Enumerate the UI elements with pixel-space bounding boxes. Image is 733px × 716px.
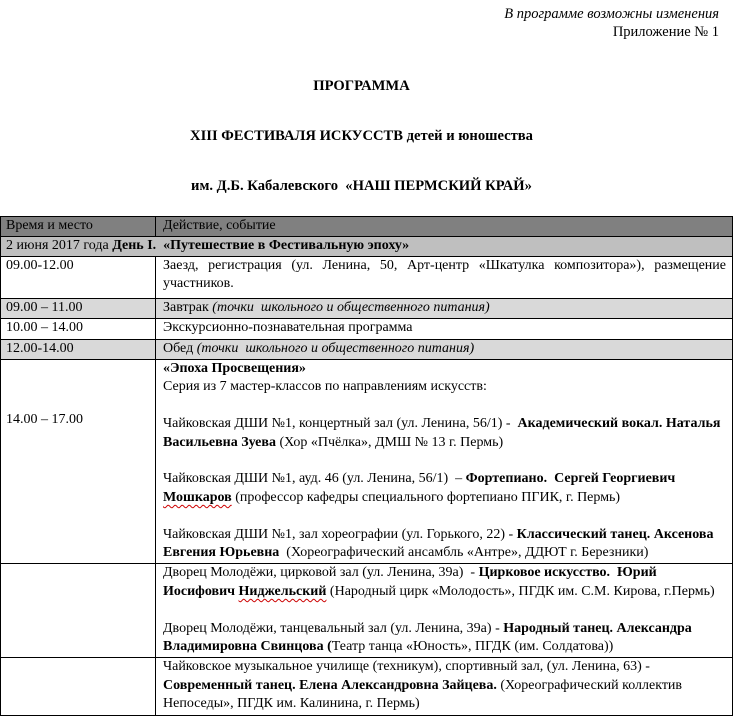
misspelled-word: Ниджельский [238, 583, 327, 599]
table-row [1, 564, 733, 658]
doc-title-line2: XIII ФЕСТИВАЛЯ ИСКУССТВ детей и юношества [190, 127, 533, 144]
misspelled-word: Мошкаров [163, 489, 232, 505]
day-cell [1, 237, 733, 256]
blank-line [163, 452, 726, 470]
event-paragraph [163, 340, 726, 358]
text-segment: Серия из 7 мастер-классов по направлениям искусств: [163, 379, 487, 395]
event-cell [156, 564, 733, 658]
appendix-note: Приложение № 1 [612, 23, 719, 40]
event-paragraph [163, 299, 726, 317]
table-row [1, 339, 733, 359]
table-row [1, 658, 733, 715]
text-segment: Театр танца «Юность», ПГДК (им. Солдатова)) [331, 639, 614, 655]
event-cell [156, 319, 733, 339]
col-header-event: Действие, событие [156, 216, 733, 236]
text-segment: Народный танец. Александра Владимировна Свинцова ( [163, 620, 696, 655]
event-paragraph [163, 620, 726, 657]
text-segment: Чайковское музыкальное училище (техникум), спортивный зал, (ул. Ленина, 63) - [163, 659, 654, 675]
day-title: День I. «Путешествие в Фестивальную эпоху» [112, 238, 410, 254]
text-segment: Заезд, регистрация (ул. Ленина, 50, Арт-центр «Шкатулка композитора»), размещение участников. [163, 257, 730, 292]
header-row [1, 216, 733, 236]
doc-title-line3: им. Д.Б. Кабалевского «НАШ ПЕРМСКИЙ КРАЙ» [191, 178, 532, 195]
blank-line [163, 397, 726, 415]
text-segment: Фортепиано. Сергей Георгиевич [465, 471, 679, 487]
time-cell: 09.00 – 11.00 [1, 298, 156, 318]
text-segment: (точки школьного и общественного питания) [212, 299, 490, 315]
text-segment: Экскурсионно-познавательная программа [163, 320, 413, 336]
text-segment: «Эпоха Просвещения» [163, 361, 306, 376]
text-segment: (Хореографический ансамбль «Антре», ДДЮТ г. Березники) [279, 545, 649, 561]
text-segment: Чайковская ДШИ №1, концертный зал (ул. Ленина, 56/1) - [163, 416, 518, 432]
time-cell: 10.00 – 14.00 [1, 319, 156, 339]
day-row [1, 237, 733, 256]
event-paragraph [163, 257, 730, 297]
table-row [1, 256, 733, 298]
text-segment: Чайковская ДШИ №1, ауд. 46 (ул. Ленина, 56/1) – [163, 471, 466, 487]
blank-line [163, 507, 726, 525]
text-segment: Дворец Молодёжи, танцевальный зал (ул. Ленина, 39а) - [163, 620, 504, 636]
text-segment: Дворец Молодёжи, цирковой зал (ул. Ленина, 39а) - [163, 565, 479, 581]
time-cell [1, 564, 156, 658]
schedule-table [0, 216, 733, 716]
event-cell [156, 298, 733, 318]
top-notes [0, 0, 733, 41]
text-segment: Академический вокал. Наталья Васильевна Зуева [163, 416, 724, 450]
blank-line [163, 601, 726, 619]
schedule-body [1, 237, 733, 715]
event-paragraph [163, 319, 726, 337]
time-cell [1, 658, 156, 715]
day-date: 2 июня 2017 года [6, 238, 113, 254]
event-paragraph [163, 470, 726, 507]
table-row [1, 319, 733, 339]
event-paragraph [163, 564, 726, 601]
table-row [1, 298, 733, 318]
time-cell: 09.00-12.00 [1, 256, 156, 298]
changes-note: В программе возможны изменения [504, 6, 719, 22]
title-block [0, 41, 733, 216]
text-segment: (профессор кафедры специального фортепиано ПГИК, г. Пермь) [231, 489, 621, 505]
event-paragraph [163, 378, 726, 396]
text-segment: (Народный цирк «Молодость», ПГДК им. С.М. Кирова, г.Пермь) [326, 583, 715, 599]
text-segment: (Хореографический коллектив Непоседы», ПГДК им. Калинина, г. Пермь) [163, 677, 686, 712]
event-paragraph [163, 415, 726, 452]
doc-title-line1: ПРОГРАММА [313, 77, 410, 94]
time-cell: 12.00-14.00 [1, 339, 156, 359]
text-segment: (точки школьного и общественного питания) [196, 340, 475, 356]
text-segment: Современный танец. Елена Александровна Зайцева. [163, 677, 497, 693]
text-segment: Цирковое искусство. Юрий Иосифович [163, 565, 661, 599]
event-cell [156, 256, 733, 298]
event-paragraph [163, 360, 726, 378]
text-segment: (Хор «Пчёлка», ДМШ № 13 г. Пермь) [279, 434, 504, 450]
text-segment: Обед [163, 340, 197, 356]
event-cell [156, 339, 733, 359]
event-cell [156, 360, 733, 564]
event-paragraph [163, 526, 726, 563]
table-row [1, 360, 733, 564]
event-cell [156, 658, 733, 715]
col-header-time: Время и место [1, 216, 156, 236]
text-segment: Завтрак [163, 299, 213, 315]
time-cell: 14.00 – 17.00 [1, 360, 156, 564]
event-paragraph [163, 658, 726, 713]
text-segment: Классический танец. Аксенова Евгения Юрьевна [163, 526, 717, 561]
text-segment: Чайковская ДШИ №1, зал хореографии (ул. Горького, 22) - [163, 526, 517, 542]
